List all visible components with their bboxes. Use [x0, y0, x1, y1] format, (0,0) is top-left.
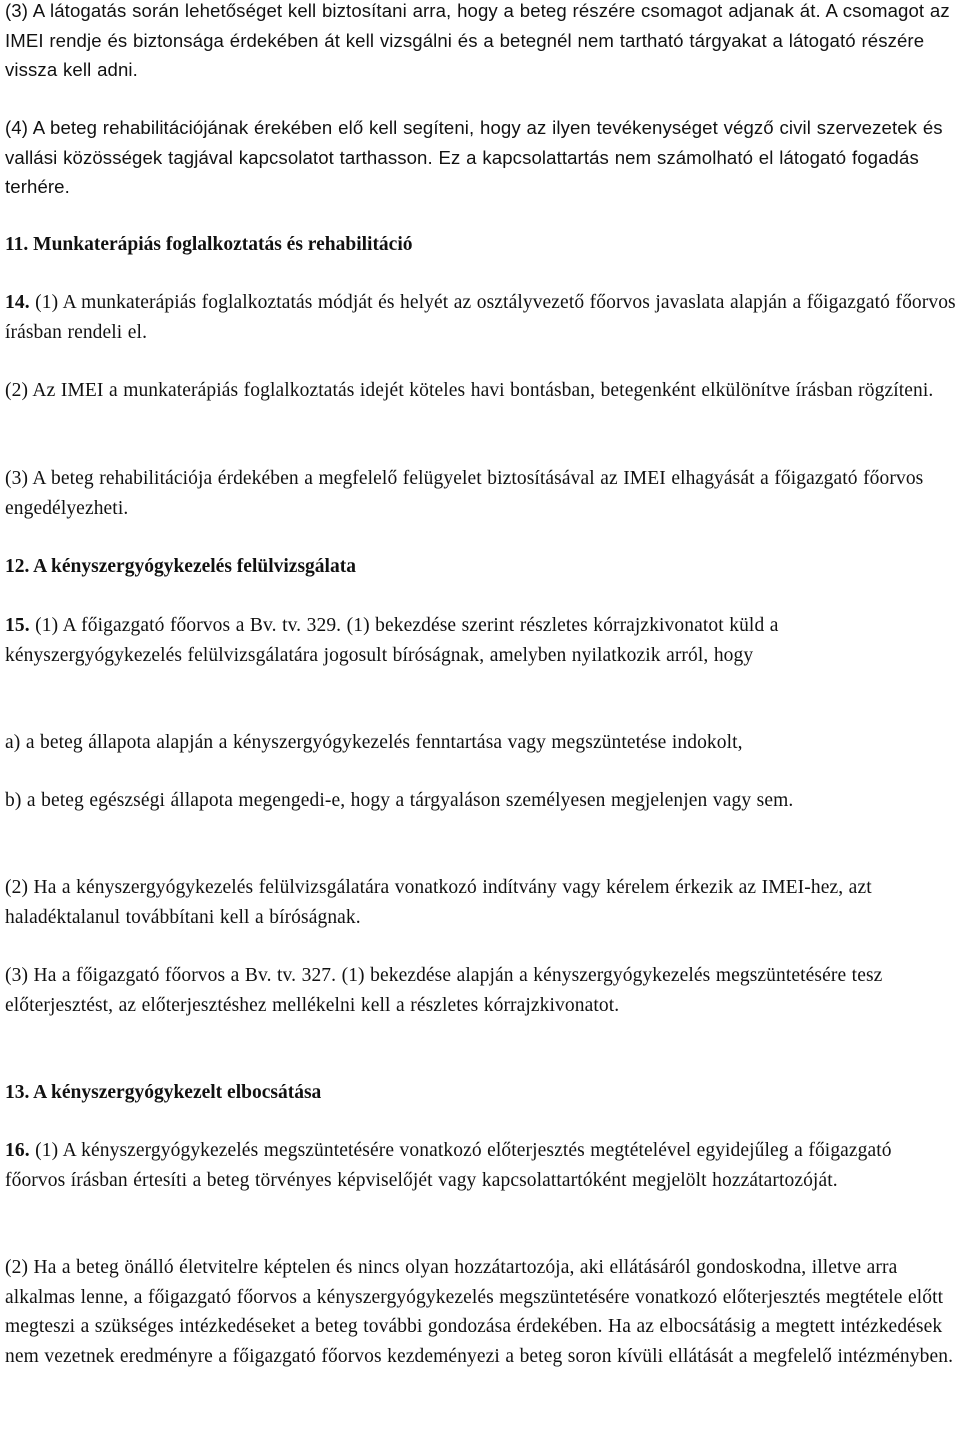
section-heading-13: 13. A kényszergyógykezelt elbocsátása — [5, 1082, 322, 1103]
paragraph-16-2: (2) Ha a beteg önálló életvitelre képtelen és nincs olyan hozzátartozója, aki ellátásáról gondoskodna, illetve arra alkalmas lenne, a főigazgató főorvos a kényszergyógykezelés megszüntetésére vonatkozó előterjesztés megtétele előtt megteszi a szükséges intézkedéseket a beteg további gondozása érdekében. Ha az elbocsátásig a megtett intézkedések nem vezetnek eredményre a főigazgató főorvos kezdeményezi a beteg soron kívüli ellátását a megfelelő intézményben. — [5, 1257, 954, 1367]
paragraph-visit-package: (3) A látogatás során lehetőséget kell biztosítani arra, hogy a beteg részére csomagot adjanak át. A csomagot az IMEI rendje és biztonsága érdekében át kell vizsgálni és a betegnél nem tartható tárgyakat a látogató részére vissza kell adni. — [5, 0, 950, 80]
paragraph-16-1-text: (1) A kényszergyógykezelés megszüntetésére vonatkozó előterjesztés megtételével egyidejűleg a főigazgató főorvos írásban értesíti a beteg törvényes képviselőjét vagy kapcsolattartóként megjelölt hozzátartozóját. — [5, 1140, 892, 1191]
paragraph-15-1 — [5, 611, 957, 670]
section-heading-11: 11. Munkaterápiás foglalkoztatás és rehabilitáció — [5, 234, 413, 255]
paragraph-rehab-contact: (4) A beteg rehabilitációjának érekében elő kell segíteni, hogy az ilyen tevékenységet végző civil szervezetek és vallási közösségek tagjával kapcsolatot tarthasson. Ez a kapcsolattartás nem számolható el látogató fogadás terhére. — [5, 117, 943, 197]
section-number-16: 16. — [5, 1140, 30, 1161]
paragraph-14-1 — [5, 288, 957, 347]
list-item-15-b: b) a beteg egészségi állapota megengedi-e, hogy a tárgyaláson személyesen megjelenjen vagy sem. — [5, 790, 794, 811]
paragraph-14-3: (3) A beteg rehabilitációja érdekében a megfelelő felügyelet biztosításával az IMEI elhagyását a főigazgató főorvos engedélyezheti. — [5, 468, 924, 519]
paragraph-15-2: (2) Ha a kényszergyógykezelés felülvizsgálatára vonatkozó indítvány vagy kérelem érkezik az IMEI-hez, azt haladéktalanul továbbítani kell a bíróságnak. — [5, 877, 872, 928]
paragraph-15-1-text: (1) A főigazgató főorvos a Bv. tv. 329. (1) bekezdése szerint részletes kórrajzkivonatot küld a kényszergyógykezelés felülvizsgálatára jogosult bíróságnak, amelyben nyilatkozik arról, hogy — [5, 615, 779, 666]
paragraph-14-2: (2) Az IMEI a munkaterápiás foglalkoztatás idejét köteles havi bontásban, betegenként elkülönítve írásban rögzíteni. — [5, 380, 934, 401]
section-number-14: 14. — [5, 292, 30, 313]
section-number-15: 15. — [5, 615, 30, 636]
paragraph-14-1-text: (1) A munkaterápiás foglalkoztatás módját és helyét az osztályvezető főorvos javaslata alapján a főigazgató főorvos írásban rendeli el. — [5, 292, 956, 343]
paragraph-16-1 — [5, 1136, 957, 1195]
section-heading-12: 12. A kényszergyógykezelés felülvizsgálata — [5, 556, 356, 577]
list-item-15-a: a) a beteg állapota alapján a kényszergyógykezelés fenntartása vagy megszüntetése indokolt, — [5, 732, 743, 753]
paragraph-15-3: (3) Ha a főigazgató főorvos a Bv. tv. 327. (1) bekezdése alapján a kényszergyógykezelés megszüntetésére tesz előterjesztést, az előterjesztéshez mellékelni kell a részletes kórrajzkivonatot. — [5, 965, 883, 1016]
